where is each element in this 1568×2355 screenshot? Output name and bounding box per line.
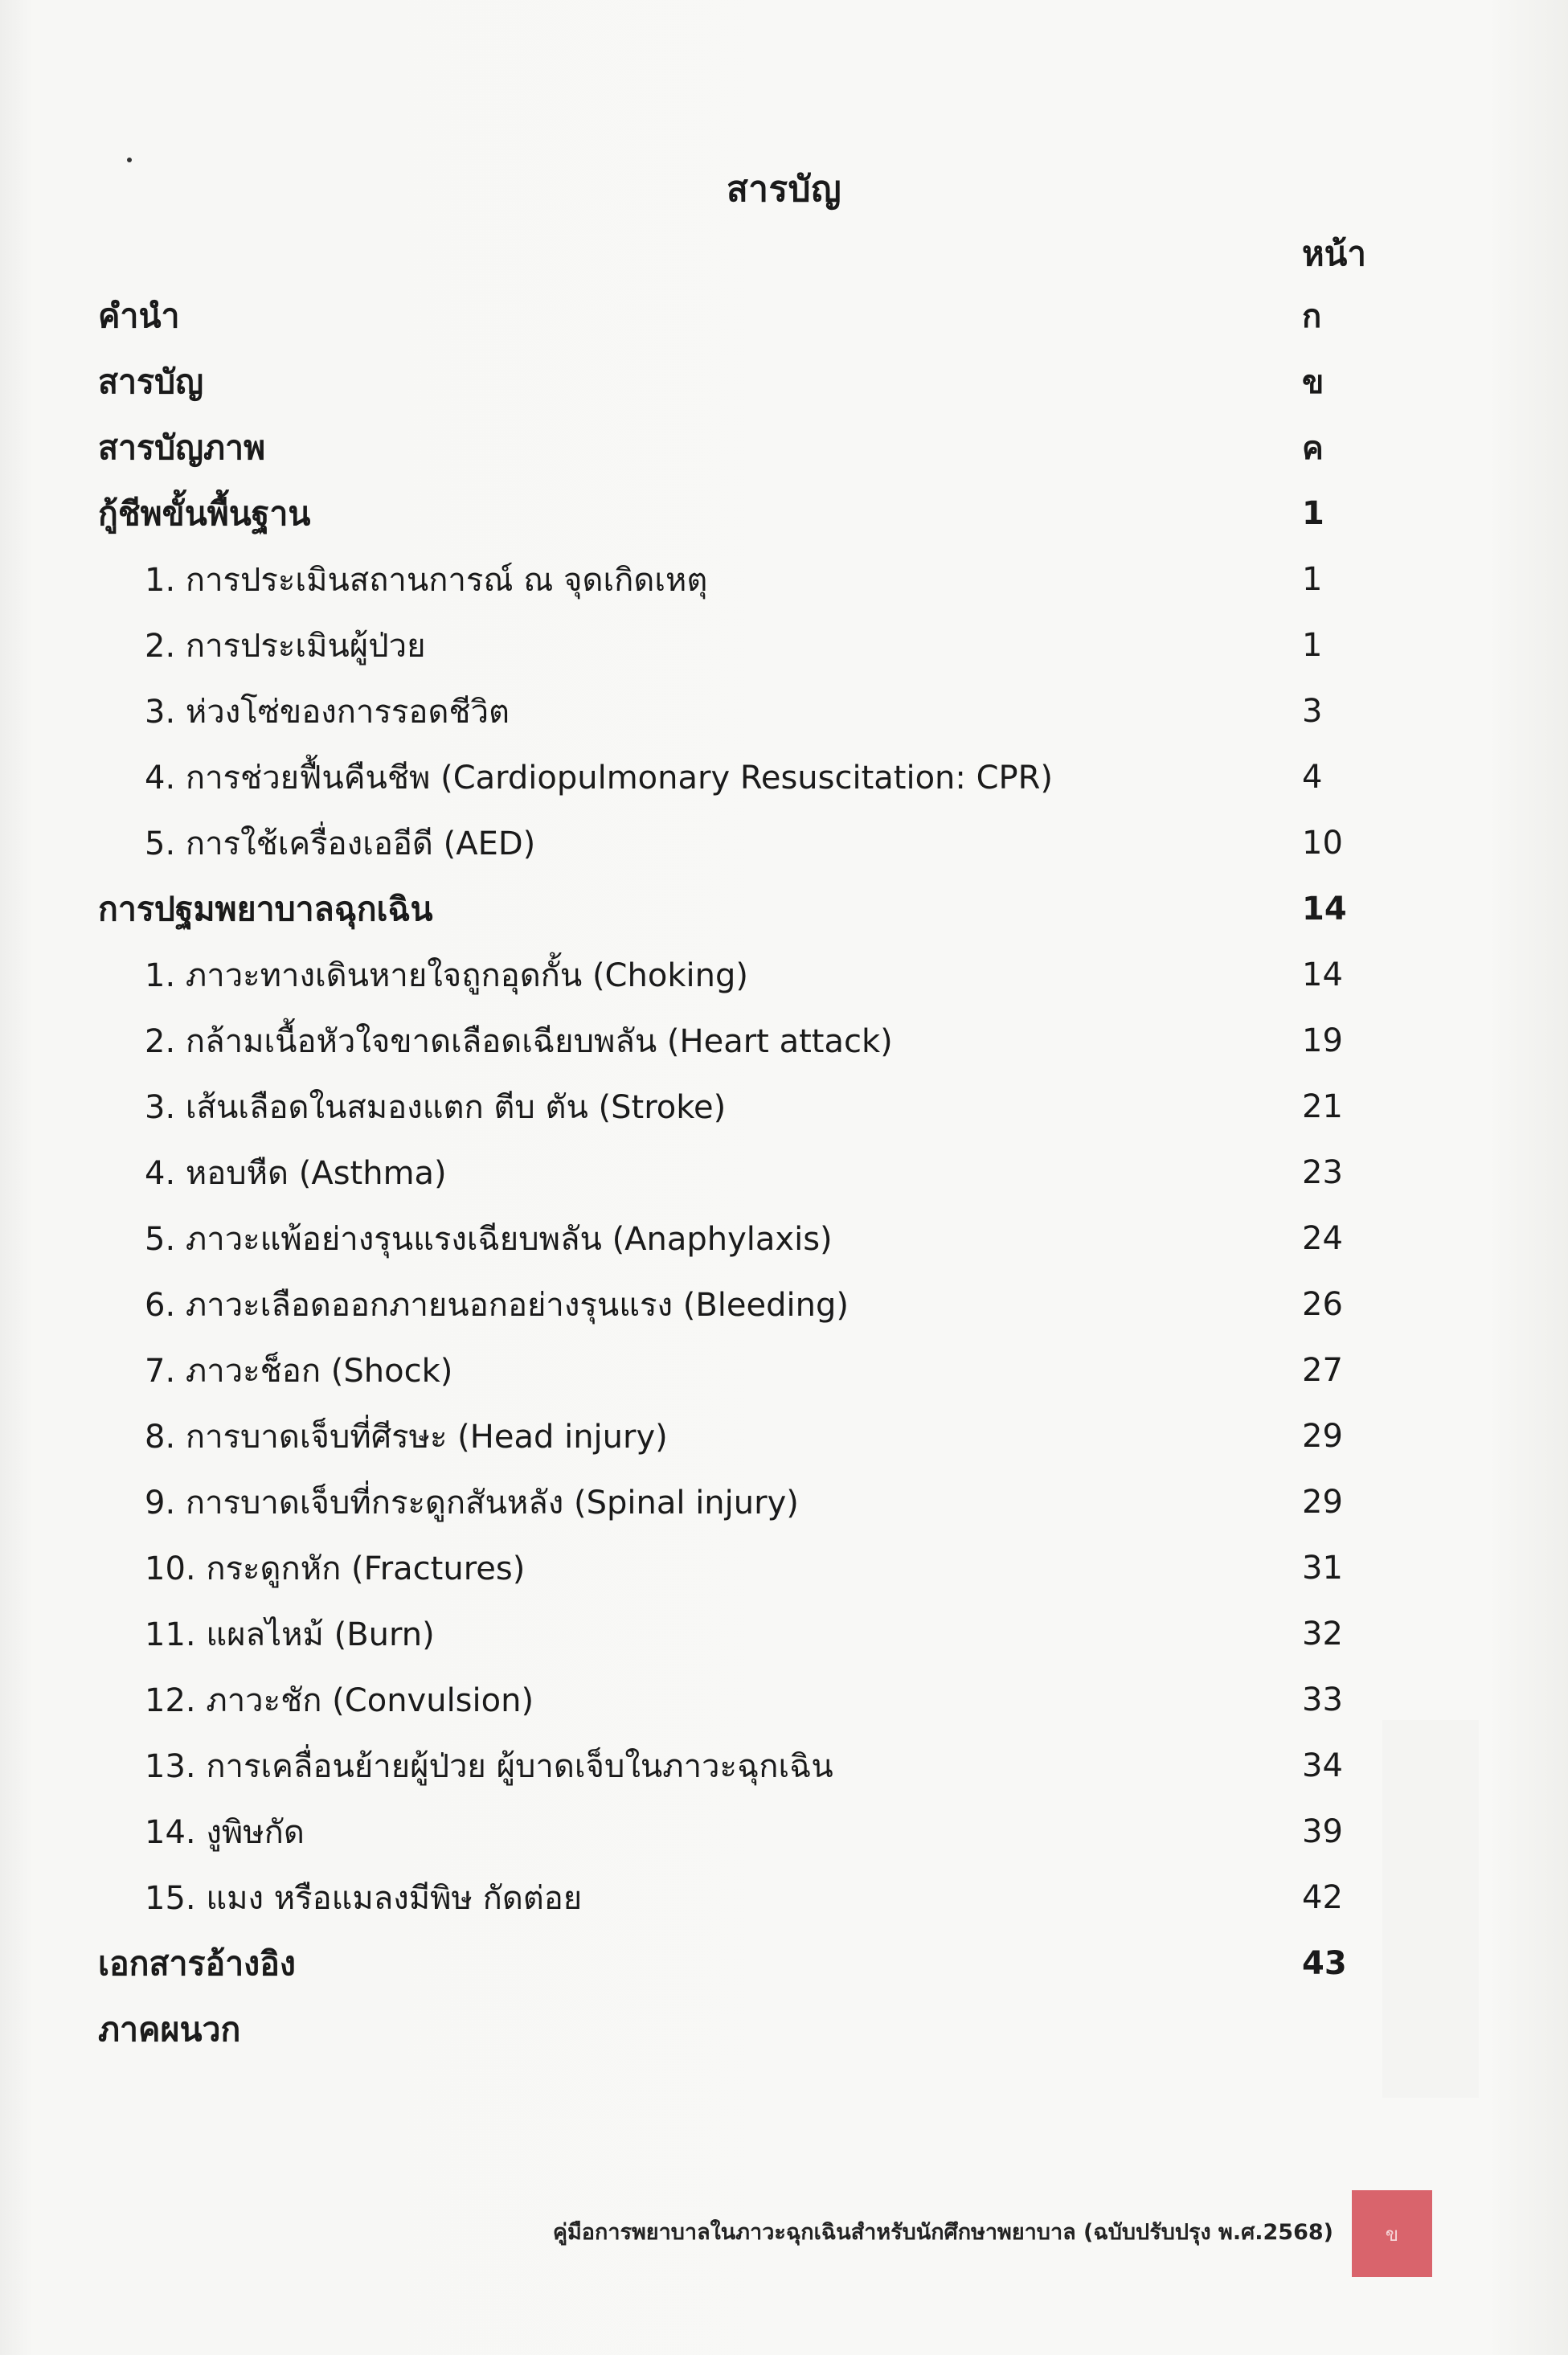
toc-entry-page: 3 — [1302, 693, 1323, 730]
toc-entry-page: 31 — [1302, 1550, 1343, 1587]
toc-entry — [0, 349, 1568, 415]
toc-entry-label: คำนำ — [98, 296, 180, 335]
toc-entry-label: 1. การประเมินสถานการณ์ ณ จุดเกิดเหตุ — [145, 562, 708, 599]
toc-entry-label: 4. การช่วยฟื้นคืนชีพ (Cardiopulmonary Resuscitation: CPR) — [145, 760, 1054, 797]
toc-entry-page: 27 — [1302, 1352, 1343, 1389]
toc-entry-label: 13. การเคลื่อนย้ายผู้ป่วย ผู้บาดเจ็บในภาวะฉุกเฉิน — [145, 1748, 833, 1785]
toc-entry-page: 14 — [1302, 956, 1343, 993]
toc-entry-label: สารบัญภาพ — [98, 428, 266, 467]
toc-entry-label: 14. งูพิษกัด — [145, 1814, 305, 1851]
toc-entry — [0, 1733, 1568, 1799]
toc-entry — [0, 1008, 1568, 1074]
toc-entry-page: 32 — [1302, 1616, 1343, 1653]
toc-entry-label: 9. การบาดเจ็บที่กระดูกสันหลัง (Spinal injury) — [145, 1485, 799, 1522]
toc-entry — [0, 678, 1568, 744]
table-of-contents — [0, 283, 1568, 2062]
toc-entry-label: 3. เส้นเลือดในสมองแตก ตีบ ตัน (Stroke) — [145, 1089, 727, 1126]
toc-entry-label: 12. ภาวะชัก (Convulsion) — [145, 1682, 534, 1719]
toc-entry — [0, 1535, 1568, 1601]
toc-entry-page: 42 — [1302, 1879, 1343, 1916]
toc-entry — [0, 1206, 1568, 1272]
toc-entry-label: 2. กล้ามเนื้อหัวใจขาดเลือดเฉียบพลัน (Heart attack) — [145, 1023, 893, 1060]
toc-entry-label: 1. ภาวะทางเดินหายใจถูกอุดกั้น (Choking) — [145, 957, 748, 994]
toc-entry-label: สารบัญ — [98, 362, 204, 401]
toc-entry-page: 1 — [1302, 495, 1324, 532]
toc-entry-page: 10 — [1302, 825, 1343, 862]
toc-entry-label: ภาคผนวก — [98, 2009, 241, 2049]
toc-entry-page: 43 — [1302, 1945, 1347, 1982]
toc-entry-label: 2. การประเมินผู้ป่วย — [145, 628, 426, 665]
toc-entry — [0, 1469, 1568, 1535]
toc-entry-label: การปฐมพยาบาลฉุกเฉิน — [98, 889, 433, 928]
toc-entry-page: 19 — [1302, 1022, 1343, 1059]
page-number: ข — [1385, 2222, 1399, 2246]
toc-entry-label: กู้ชีพขั้นพื้นฐาน — [98, 494, 311, 533]
toc-entry — [0, 942, 1568, 1008]
toc-entry-page: 21 — [1302, 1088, 1343, 1125]
toc-entry-page: 33 — [1302, 1681, 1343, 1718]
toc-entry-label: 11. แผลไหม้ (Burn) — [145, 1616, 435, 1653]
toc-entry-page: 29 — [1302, 1418, 1343, 1455]
toc-entry-label: 10. กระดูกหัก (Fractures) — [145, 1550, 526, 1587]
page-title: สารบัญ — [726, 169, 842, 210]
toc-entry-page: ค — [1302, 430, 1324, 467]
toc-entry-page: 34 — [1302, 1747, 1343, 1784]
toc-entry-label: 5. ภาวะแพ้อย่างรุนแรงเฉียบพลัน (Anaphylaxis) — [145, 1221, 833, 1258]
toc-entry — [0, 283, 1568, 349]
toc-entry-page: 24 — [1302, 1220, 1343, 1257]
toc-entry — [0, 1337, 1568, 1403]
toc-entry-page: 29 — [1302, 1484, 1343, 1521]
toc-entry — [0, 481, 1568, 547]
toc-entry-label: 8. การบาดเจ็บที่ศีรษะ (Head injury) — [145, 1419, 668, 1456]
footer-title: คู่มือการพยาบาลในภาวะฉุกเฉินสำหรับนักศึกษาพยาบาล (ฉบับปรับปรุง พ.ศ.2568) — [552, 2220, 1333, 2245]
toc-entry — [0, 612, 1568, 678]
toc-entry — [0, 1140, 1568, 1206]
toc-entry-page: ก — [1302, 298, 1322, 335]
toc-entry-page: 1 — [1302, 627, 1323, 664]
toc-entry — [0, 810, 1568, 876]
toc-entry — [0, 1799, 1568, 1865]
toc-entry-page: 14 — [1302, 891, 1347, 928]
toc-entry-label: 15. แมง หรือแมลงมีพิษ กัดต่อย — [145, 1880, 583, 1917]
toc-entry — [0, 415, 1568, 481]
toc-entry-label: 3. ห่วงโซ่ของการรอดชีวิต — [145, 694, 510, 731]
page-column-header: หน้า — [1302, 234, 1366, 273]
toc-entry-label: 4. หอบหืด (Asthma) — [145, 1155, 447, 1192]
toc-entry — [0, 876, 1568, 942]
toc-entry-label: 5. การใช้เครื่องเออีดี (AED) — [145, 825, 536, 862]
toc-entry-page: 4 — [1302, 759, 1323, 796]
toc-entry-label: 7. ภาวะช็อก (Shock) — [145, 1353, 453, 1390]
toc-entry-page: 1 — [1302, 561, 1323, 598]
toc-entry — [0, 1601, 1568, 1667]
toc-entry-label: เอกสารอ้างอิง — [98, 1943, 296, 1983]
page-number-badge — [1352, 2190, 1432, 2277]
toc-entry — [0, 1403, 1568, 1469]
toc-entry — [0, 1272, 1568, 1337]
toc-entry — [0, 1667, 1568, 1733]
toc-entry — [0, 1931, 1568, 1997]
toc-entry-label: 6. ภาวะเลือดออกภายนอกอย่างรุนแรง (Bleeding) — [145, 1287, 849, 1324]
toc-entry — [0, 1074, 1568, 1140]
footer — [0, 2186, 1568, 2275]
toc-entry-page: 26 — [1302, 1286, 1343, 1323]
toc-entry — [0, 547, 1568, 612]
toc-entry — [0, 1865, 1568, 1931]
toc-entry-page: 23 — [1302, 1154, 1343, 1191]
toc-entry — [0, 1997, 1568, 2062]
toc-entry-page: 39 — [1302, 1813, 1343, 1850]
toc-entry-page: ข — [1302, 364, 1324, 401]
toc-entry — [0, 744, 1568, 810]
